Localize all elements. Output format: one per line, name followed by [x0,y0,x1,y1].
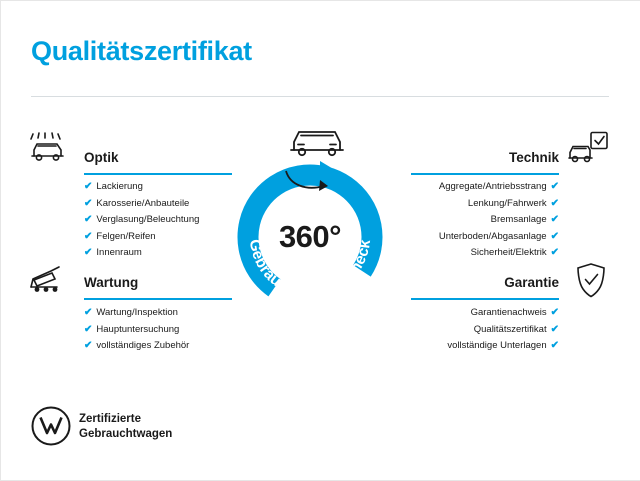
list-item [395,245,559,262]
check-icon: ✔ [550,323,559,335]
list-item [84,229,244,246]
check-icon: ✔ [84,230,93,242]
section-divider-optik [84,173,232,175]
list-item [84,305,244,322]
check-icon: ✔ [84,340,93,351]
check-icon: ✔ [84,214,93,225]
footer-line1: Zertifizierte [79,413,141,425]
car-wash-icon [27,131,71,165]
list-item [84,196,244,213]
list-item [395,338,559,355]
check-icon: ✔ [84,323,93,335]
list-item-label: vollständiges Zubehör [96,340,190,351]
list-item-label: Lenkung/Fahrwerk [467,197,547,209]
check-icon: ✔ [84,307,93,318]
check-icon: ✔ [84,247,93,258]
list-item [84,179,244,196]
list-item-label: Aggregate/Antriebsstrang [438,181,547,192]
check-icon: ✔ [84,181,93,192]
list-item-label: Unterboden/Abgasanlage [438,230,547,242]
section-divider-technik [411,173,559,175]
check-icon: ✔ [550,340,559,351]
footer-line2: Gebrauchtwagen [79,428,173,440]
badge-value: 360° [278,219,342,254]
list-item [395,322,559,339]
check-icon: ✔ [550,214,559,225]
list-item-label: Sicherheit/Elektrik [470,247,547,258]
service-tool-icon [27,264,71,298]
footer-text [79,412,172,442]
list-item-label: Bremsanlage [490,214,547,225]
list-item-label: Wartung/Inspektion [96,307,178,318]
list-item-label: Verglasung/Beleuchtung [96,214,200,225]
list-item [84,322,244,339]
list-item-label: Felgen/Reifen [96,230,156,242]
check-icon: ✔ [84,197,93,209]
shield-check-icon [573,262,609,300]
check-icon: ✔ [550,247,559,258]
section-heading-optik: Optik [84,150,119,165]
section-heading-technik: Technik [508,150,559,165]
section-heading-wartung: Wartung [84,275,139,290]
car-check-icon [568,131,612,165]
list-item [84,212,244,229]
check-icon: ✔ [550,181,559,192]
page-title: Qualitätszertifikat [31,36,252,66]
list-item [395,229,559,246]
list-item-label: Karosserie/Anbauteile [96,197,190,209]
list-item-label: vollständige Unterlagen [447,340,547,351]
list-item [395,305,559,322]
vw-logo-icon [31,406,71,446]
title-divider [31,96,609,97]
list-item [395,179,559,196]
section-divider-wartung [84,298,232,300]
list-technik [395,179,559,262]
list-wartung [84,305,244,355]
list-item-label: Qualitätszertifikat [473,323,547,335]
check-icon: ✔ [550,230,559,242]
list-item-label: Hauptuntersuchung [96,323,180,335]
list-item [84,245,244,262]
gebrauchtwagen-check-badge [228,155,392,319]
list-item [395,196,559,213]
list-item [395,212,559,229]
list-optik [84,179,244,262]
section-divider-garantie [411,298,559,300]
check-icon: ✔ [550,307,559,318]
list-item-label: Innenraum [96,247,142,258]
list-garantie [395,305,559,355]
check-icon: ✔ [550,197,559,209]
section-heading-garantie: Garantie [504,275,559,290]
list-item-label: Garantienachweis [470,307,547,318]
list-item-label: Lackierung [96,181,143,192]
badge-ring-text: Gebrauchtwagen-Check [245,238,375,302]
list-item [84,338,244,355]
